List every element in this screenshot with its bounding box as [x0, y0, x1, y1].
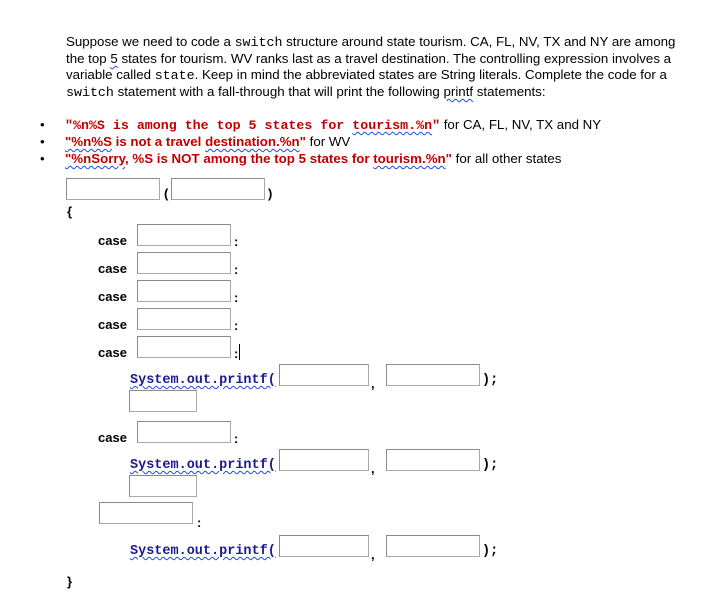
list-item — [40, 150, 710, 167]
format-string: "%n%S — [65, 134, 112, 149]
default-label-input[interactable] — [99, 502, 193, 524]
format-string: " — [432, 118, 441, 133]
statement-1-input[interactable] — [129, 390, 197, 412]
case-3-value-input[interactable] — [137, 280, 231, 302]
case-5-value-input[interactable] — [137, 336, 231, 358]
format-string: tourism.%n — [352, 118, 433, 133]
bullet-dot: • — [40, 134, 45, 149]
format-string: "%nSorry — [65, 151, 125, 166]
printf-word: printf — [443, 84, 474, 99]
comma: , — [371, 547, 375, 562]
intro-text: states for tourism. WV ranks last as a travel destination. The controlling expression involves a variable called — [66, 51, 672, 82]
format-string: destination.%n — [205, 134, 300, 149]
list-item — [40, 116, 710, 133]
instructions-paragraph — [66, 34, 696, 101]
requirements-list — [40, 116, 710, 167]
colon: : — [234, 431, 239, 446]
text-cursor — [239, 344, 240, 360]
open-brace: { — [67, 204, 73, 219]
format-string: is not a travel — [111, 134, 206, 149]
close-brace: } — [67, 574, 73, 589]
case-keyword: case — [98, 430, 127, 445]
statement-end: ); — [482, 373, 499, 388]
format-string: , %S is NOT among the top 5 states for — [125, 151, 374, 166]
printf-1-format-input[interactable] — [279, 364, 369, 386]
case-2-value-input[interactable] — [137, 252, 231, 274]
colon: : — [234, 290, 239, 305]
case-keyword: case — [98, 261, 127, 276]
printf-call: System.out.printf( — [130, 458, 276, 473]
case-4-value-input[interactable] — [137, 308, 231, 330]
switch-keyword: switch — [66, 85, 114, 100]
intro-text: structure around state tourism. CA, FL, NV, TX and NY are among the top — [66, 34, 676, 66]
format-description: for CA, FL, NV, TX and NY — [440, 117, 602, 132]
printf-3-format-input[interactable] — [279, 535, 369, 557]
close-paren: ) — [268, 186, 273, 201]
intro-text: statement with a fall-through that will print the following — [113, 84, 444, 99]
intro-text: . Keep in mind the abbreviated states are String literals. Complete the code for a — [194, 67, 667, 82]
comma: , — [371, 461, 375, 476]
case-keyword: case — [98, 233, 127, 248]
case-keyword: case — [98, 317, 127, 332]
statement-2-input[interactable] — [129, 475, 197, 497]
comma: , — [371, 376, 375, 391]
intro-text: statements: — [473, 84, 546, 99]
printf-3-arg-input[interactable] — [386, 535, 480, 557]
case-keyword: case — [98, 345, 127, 360]
printf-1-arg-input[interactable] — [386, 364, 480, 386]
switch-expression-input[interactable] — [171, 178, 265, 200]
state-variable: state — [154, 68, 195, 83]
switch-keyword: switch — [234, 35, 283, 50]
printf-call: System.out.printf( — [130, 373, 276, 388]
format-string: " — [445, 151, 452, 166]
open-paren: ( — [164, 186, 169, 201]
list-item — [40, 133, 710, 150]
printf-2-arg-input[interactable] — [386, 449, 480, 471]
colon: : — [234, 318, 239, 333]
colon: : — [234, 234, 239, 249]
case-1-value-input[interactable] — [137, 224, 231, 246]
colon: : — [234, 262, 239, 277]
format-string: tourism.%n — [373, 151, 446, 166]
printf-2-format-input[interactable] — [279, 449, 369, 471]
case-keyword: case — [98, 289, 127, 304]
colon: : — [234, 346, 239, 361]
format-description: for WV — [305, 134, 351, 149]
case-6-value-input[interactable] — [137, 421, 231, 443]
statement-end: ); — [482, 458, 499, 473]
format-string: " — [299, 134, 306, 149]
switch-keyword-input[interactable] — [66, 178, 160, 200]
printf-call: System.out.printf( — [130, 544, 276, 559]
bullet-dot: • — [40, 151, 45, 166]
format-description: for all other states — [451, 151, 562, 166]
statement-end: ); — [482, 544, 499, 559]
intro-text: Suppose we need to code a — [66, 34, 235, 49]
intro-text: 5 — [110, 51, 118, 66]
colon: : — [197, 515, 202, 530]
format-string: "%n%S is among the top 5 states for — [65, 118, 353, 133]
bullet-dot: • — [40, 117, 45, 132]
